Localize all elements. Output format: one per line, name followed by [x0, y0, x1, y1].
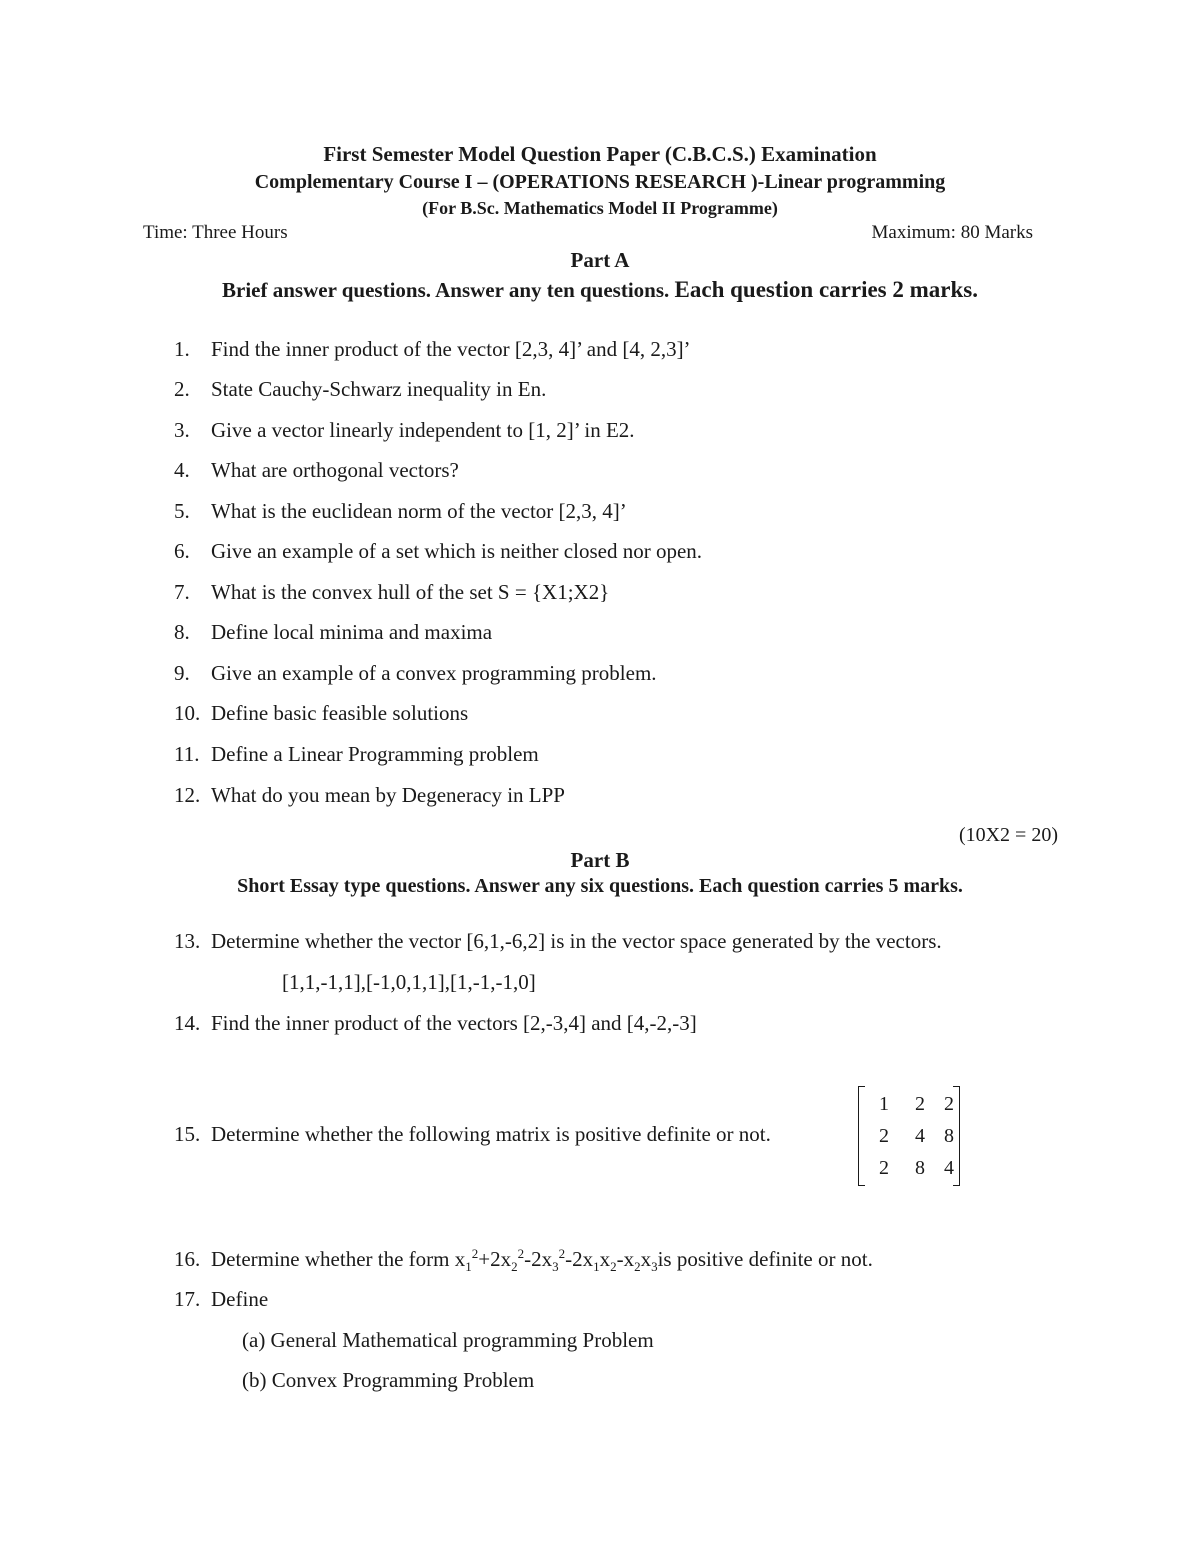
list-item: [174, 539, 702, 564]
formula-superscript: 2: [558, 1246, 566, 1261]
question-number: 8.: [174, 620, 190, 644]
question-text: What is the euclidean norm of the vector [2,3, 4]’: [211, 499, 627, 523]
question-number: 1.: [174, 337, 190, 361]
question-text: Find the inner product of the vectors [2,-3,4] and [4,-2,-3]: [211, 1011, 697, 1035]
question-text: What do you mean by Degeneracy in LPP: [211, 783, 565, 807]
list-item: [174, 1011, 697, 1036]
question-text: Determine whether the following matrix is positive definite or not.: [211, 1122, 771, 1146]
question-number: 6.: [174, 539, 190, 563]
matrix-cell: 2: [879, 1157, 889, 1179]
question-number: 7.: [174, 580, 190, 604]
formula-subscript: 2: [610, 1259, 617, 1275]
question-number: 5.: [174, 499, 190, 523]
question-number: 17.: [174, 1287, 201, 1311]
sub-question-b: (b) Convex Programming Problem: [242, 1368, 535, 1392]
list-item: [174, 377, 546, 402]
sub-question-a: (a) General Mathematical programming Problem: [242, 1328, 654, 1352]
formula-superscript: 2: [517, 1246, 525, 1261]
part-a-marks: (10X2 = 20): [958, 824, 1058, 846]
question-text-prefix: Determine whether the form x: [211, 1247, 466, 1271]
question-number: 3.: [174, 418, 190, 442]
time-label: Time: Three Hours: [143, 222, 288, 243]
matrix-cell: 2: [879, 1125, 889, 1147]
course-title: Complementary Course I – (OPERATIONS RESEARCH )-Linear programming: [254, 171, 946, 193]
question-text: What is the convex hull of the set S = {X1;X2}: [211, 580, 610, 604]
max-marks-label: Maximum: 80 Marks: [871, 222, 1033, 243]
question-number: 2.: [174, 377, 190, 401]
list-item: [174, 337, 691, 362]
list-item: [174, 1246, 873, 1275]
question-number: 15.: [174, 1122, 201, 1146]
formula-subscript: 2: [511, 1259, 518, 1275]
question-text: Define: [211, 1287, 269, 1311]
formula-subscript: 3: [651, 1259, 658, 1275]
list-item: [174, 418, 635, 443]
vector-set: [1,1,-1,1],[-1,0,1,1],[1,-1,-1,0]: [282, 970, 536, 994]
part-b-instruction: Short Essay type questions. Answer any six questions. Each question carries 5 marks.: [237, 875, 963, 897]
formula-subscript: 3: [552, 1259, 559, 1275]
formula-subscript: 1: [465, 1259, 472, 1275]
question-number: 13.: [174, 929, 201, 953]
list-item: [174, 620, 492, 645]
formula-superscript: 2: [471, 1246, 479, 1261]
list-item: [174, 929, 942, 954]
list-item: [174, 701, 468, 726]
matrix: [858, 1086, 960, 1184]
list-item: [174, 742, 539, 767]
matrix-cell: 2: [915, 1093, 925, 1115]
part-a-instruction-text: Brief answer questions. Answer any ten questions.: [222, 278, 670, 302]
list-item: [174, 499, 627, 524]
question-number: 9.: [174, 661, 190, 685]
matrix-cell: 8: [944, 1125, 954, 1147]
question-number: 16.: [174, 1247, 201, 1271]
question-text-suffix: is positive definite or not.: [657, 1247, 873, 1271]
list-item: [174, 458, 459, 483]
matrix-cell: 4: [944, 1157, 954, 1179]
list-item: [174, 1122, 771, 1147]
matrix-grid: [866, 1088, 960, 1184]
question-text: Define basic feasible solutions: [211, 701, 469, 725]
question-number: 14.: [174, 1011, 201, 1035]
matrix-cell: 2: [944, 1093, 954, 1115]
question-text: What are orthogonal vectors?: [211, 458, 459, 482]
question-number: 4.: [174, 458, 190, 482]
paper-title: First Semester Model Question Paper (C.B.C.S.) Examination: [323, 142, 877, 166]
formula-subscript: 2: [634, 1259, 641, 1275]
list-item: [174, 580, 609, 605]
question-text: Define local minima and maxima: [211, 620, 493, 644]
list-item: [174, 783, 565, 808]
question-text: Determine whether the form $x_1^2+2x_2^2-2x_3^2-2x_1x_2-x_2x_3is$ positive definite or not.: [211, 1246, 873, 1275]
matrix-cell: 1: [879, 1093, 889, 1115]
question-text: State Cauchy-Schwarz inequality in En.: [211, 377, 547, 401]
matrix-left-bracket: [858, 1086, 865, 1186]
question-number: 12.: [174, 783, 201, 807]
question-text: Determine whether the vector [6,1,-6,2] is in the vector space generated by the vectors.: [211, 929, 942, 953]
list-item: [174, 1287, 268, 1312]
question-number: 11.: [174, 742, 200, 766]
formula-subscript: 1: [593, 1259, 600, 1275]
part-a-instruction: [0, 277, 1200, 303]
question-text: Give an example of a set which is neither closed nor open.: [211, 539, 703, 563]
programme-title: (For B.Sc. Mathematics Model II Programme): [422, 198, 778, 218]
list-item: [174, 661, 657, 686]
part-a-title: Part A: [570, 248, 630, 272]
question-text: Give an example of a convex programming problem.: [211, 661, 657, 685]
question-number: 10.: [174, 701, 201, 725]
matrix-cell: 8: [915, 1157, 925, 1179]
part-b-title: Part B: [570, 848, 630, 872]
matrix-cell: 4: [915, 1125, 925, 1147]
question-text: Find the inner product of the vector [2,3, 4]’ and [4, 2,3]’: [211, 337, 691, 361]
question-text: Define a Linear Programming problem: [211, 742, 539, 766]
part-a-instruction-marks: Each question carries 2 marks.: [674, 277, 978, 302]
question-text: Give a vector linearly independent to [1, 2]’ in E2.: [211, 418, 635, 442]
